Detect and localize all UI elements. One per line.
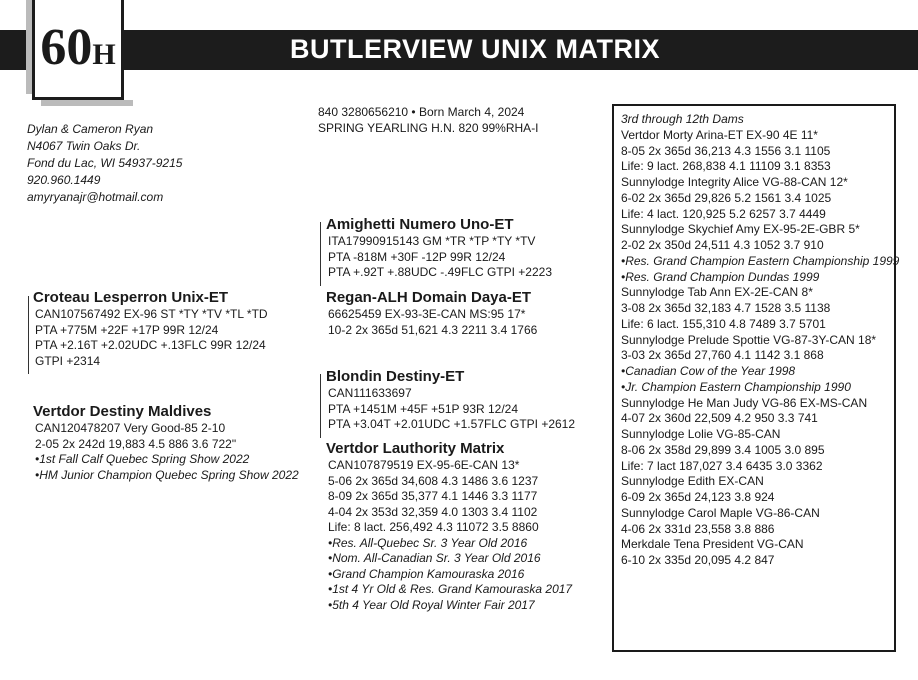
dam-record-line: 3-03 2x 365d 27,760 4.1 1142 3.1 868 [621,348,824,363]
dam-record-line: Sunnylodge Tab Ann EX-2E-CAN 8* [621,285,813,300]
dam-award-line: •Res. Grand Champion Dundas 1999 [621,269,820,284]
dam-record-line: 4-06 2x 331d 23,558 3.8 886 [621,521,775,536]
sire-detail: PTA +2.16T +2.02UDC +.13FLC 99R 12/24 [35,338,266,352]
dam-record-line: 2-02 2x 350d 24,511 4.3 1052 3.7 910 [621,238,824,252]
dam-record-line: Sunnylodge Skychief Amy EX-95-2E-GBR 5* [621,222,860,237]
extended-dams-header: 3rd through 12th Dams [621,112,744,126]
sire-bracket [28,296,29,374]
extended-dams-box [612,104,900,652]
dam-record-line: Sunnylodge He Man Judy VG-86 EX-MS-CAN [621,395,868,410]
sire-detail: PTA +775M +22F +17P 99R 12/24 [35,322,219,337]
dam-sire-name: Blondin Destiny-ET [326,368,465,385]
dam-record-line: Vertdor Morty Arina-ET EX-90 4E 11* [621,127,818,142]
lot-number [35,18,121,85]
lot-number-digits: 60 [40,19,93,76]
registration-info [318,104,539,136]
lot-number-box [32,0,124,100]
dam-record-line: 6-10 2x 335d 20,095 4.2 847 [621,553,775,567]
dam-sire-detail: PTA +1451M +45F +51P 93R 12/24 [328,401,519,416]
dam-dam-detail: 8-09 2x 365d 35,377 4.1 1446 3.3 1177 [328,489,538,503]
dam-dam-block [326,440,572,613]
dam-record-line: 4-07 2x 360d 22,509 4.2 950 3.3 741 [621,411,818,426]
dam-detail: 2-05 2x 242d 19,883 4.5 886 3.6 722" [35,436,237,451]
dam-dam-detail: 5-06 2x 365d 34,608 4.3 1486 3.6 1237 [328,473,539,488]
lot-number-suffix: H [92,38,116,71]
sire-dam-detail: 66625459 EX-93-3E-CAN MS:95 17* [328,307,526,321]
dam-record-line: Sunnylodge Carol Maple VG-86-CAN [621,505,820,520]
extended-dams-list [621,127,900,569]
dam-dam-award: •1st 4 Yr Old & Res. Grand Kamouraska 2017 [328,582,573,596]
dam-block [33,403,299,483]
sire-sire-detail: PTA -818M +30F -12P 99R 12/24 [328,249,506,264]
dam-detail: CAN120478207 Very Good-85 2-10 [35,421,226,435]
sire-dam-name: Regan-ALH Domain Daya-ET [326,289,532,306]
dam-award-line: •Res. Grand Champion Eastern Championship 1999 [621,253,900,268]
dam-award-line: •Jr. Champion Eastern Championship 1990 [621,379,851,394]
dam-record-line: Sunnylodge Integrity Alice VG-88-CAN 12* [621,175,848,189]
dam-record-line: Sunnylodge Prelude Spottie VG-87-3Y-CAN 18* [621,332,877,347]
consignor-phone: 920.960.1449 [27,173,101,187]
dam-record-line: Life: 7 lact 187,027 3.4 6435 3.0 3362 [621,458,823,473]
dam-record-line: Merkdale Tena President VG-CAN [621,537,804,552]
consignor-name: Dylan & Cameron Ryan [27,122,154,136]
dam-dam-detail: CAN107879519 EX-95-6E-CAN 13* [328,458,520,472]
dam-dam-detail: Life: 8 lact. 256,492 4.3 11072 3.5 8860 [328,520,539,534]
dam-record-line: Sunnylodge Edith EX-CAN [621,474,764,489]
page-title: BUTLERVIEW UNIX MATRIX [290,34,661,64]
registration-line-2: SPRING YEARLING H.N. 820 99%RHA-I [318,121,539,135]
dam-record-line: 6-09 2x 365d 24,123 3.8 924 [621,490,775,504]
sire-sire-bracket [320,222,321,286]
dam-sire-bracket [320,374,321,438]
dam-record-line: 8-05 2x 365d 36,213 4.3 1556 3.1 1105 [621,143,831,158]
dam-award-line: •Canadian Cow of the Year 1998 [621,364,796,378]
sire-dam-detail: 10-2 2x 365d 51,621 4.3 2211 3.4 1766 [328,322,538,337]
dam-record-line: Life: 4 lact. 120,925 5.2 6257 3.7 4449 [621,206,826,221]
consignor-email[interactable]: amyryanajr@hotmail.com [27,190,164,204]
sire-detail: GTPI +2314 [35,353,101,368]
dam-dam-award: •Nom. All-Canadian Sr. 3 Year Old 2016 [328,551,541,565]
dam-record-line: 6-02 2x 365d 29,826 5.2 1561 3.4 1025 [621,190,832,205]
sire-name: Croteau Lesperron Unix-ET [33,289,229,306]
dam-record-line: Sunnylodge Lolie VG-85-CAN [621,427,781,441]
dam-record-line: 8-06 2x 358d 29,899 3.4 1005 3.0 895 [621,442,825,457]
dam-dam-award: •Grand Champion Kamouraska 2016 [328,566,525,581]
consignor-city: Fond du Lac, WI 54937-9215 [27,156,183,170]
sire-detail: CAN107567492 EX-96 ST *TY *TV *TL *TD [35,307,268,321]
sire-sire-detail: ITA17990915143 GM *TR *TP *TY *TV [328,234,536,248]
dam-sire-block [326,368,575,433]
dam-dam-detail: 4-04 2x 353d 32,359 4.0 1303 3.4 1102 [328,504,538,519]
dam-name: Vertdor Destiny Maldives [33,403,212,420]
sire-sire-name: Amighetti Numero Uno-ET [326,216,514,233]
consignor-info [27,121,182,206]
sire-block [33,289,268,369]
dam-award: •HM Junior Champion Quebec Spring Show 2022 [35,467,299,482]
sire-dam-block [326,289,537,338]
dam-sire-detail: CAN111633697 [328,386,412,400]
dam-sire-detail: PTA +3.04T +2.01UDC +1.57FLC GTPI +2612 [328,417,576,431]
sire-sire-detail: PTA +.92T +.88UDC -.49FLC GTPI +2223 [328,265,552,279]
dam-award: •1st Fall Calf Quebec Spring Show 2022 [35,452,250,466]
registration-line-1: 840 3280656210 • Born March 4, 2024 [318,105,525,119]
dam-dam-award: •5th 4 Year Old Royal Winter Fair 2017 [328,597,535,612]
consignor-address: N4067 Twin Oaks Dr. [27,139,141,153]
dam-record-line: Life: 6 lact. 155,310 4.8 7489 3.7 5701 [621,316,826,331]
sire-sire-block [326,216,552,281]
dam-dam-name: Vertdor Lauthority Matrix [326,440,505,457]
dam-dam-award: •Res. All-Quebec Sr. 3 Year Old 2016 [328,535,528,550]
dam-record-line: 3-08 2x 365d 32,183 4.7 1528 3.5 1138 [621,301,831,315]
dam-record-line: Life: 9 lact. 268,838 4.1 11109 3.1 8353 [621,159,831,174]
